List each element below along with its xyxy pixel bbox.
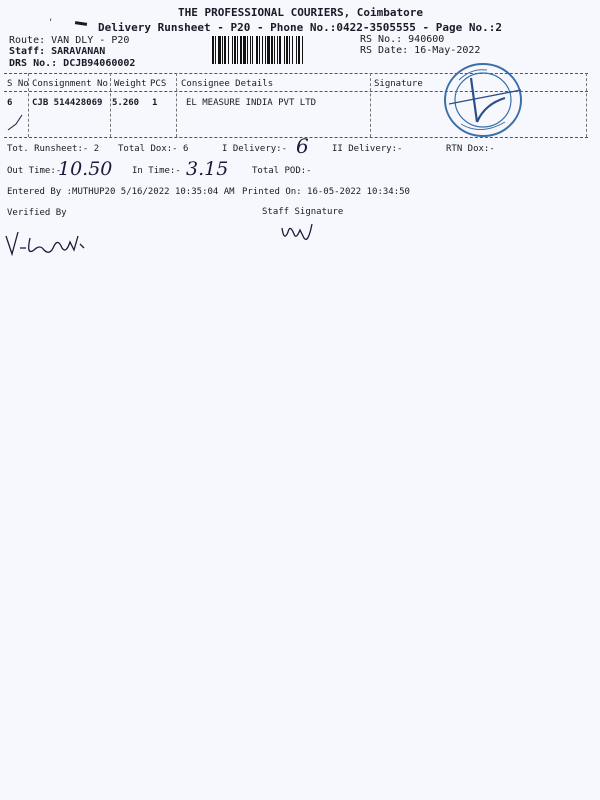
verified-by-signature xyxy=(4,222,90,262)
barcode-image xyxy=(212,36,344,64)
rs-number: RS No.: 940600 xyxy=(360,34,445,45)
out-time-handwritten: 10.50 xyxy=(58,158,113,180)
rtn-dox: RTN Dox:- xyxy=(446,144,495,154)
row-consignment: CJB 514428069 xyxy=(32,98,103,108)
verified-by-label: Verified By xyxy=(7,208,67,218)
total-dox: Total Dox:- 6 xyxy=(118,144,189,154)
col-header-signature: Signature xyxy=(374,79,423,89)
column-divider xyxy=(110,73,111,137)
handwritten-tick xyxy=(6,112,26,134)
ii-delivery: II Delivery:- xyxy=(332,144,403,154)
col-header-weight: Weight xyxy=(114,79,147,89)
total-pod: Total POD:- xyxy=(252,166,312,176)
row-sno: 6 xyxy=(7,98,13,108)
col-header-consignee: Consignee Details xyxy=(181,79,274,89)
column-divider xyxy=(176,73,177,137)
staff-signature-mark xyxy=(278,214,318,244)
i-delivery-handwritten: 6 xyxy=(296,134,309,158)
route-text: Route: VAN DLY - P20 xyxy=(9,35,130,46)
drs-number: DRS No.: DCJB94060002 xyxy=(9,58,136,69)
column-divider xyxy=(370,73,371,137)
col-header-pcs: PCS xyxy=(150,79,167,89)
i-delivery-label: I Delivery:- xyxy=(222,144,288,154)
col-header-sno: S No xyxy=(7,79,29,89)
rs-date: RS Date: 16-May-2022 xyxy=(360,45,481,56)
staff-signature-label: Staff Signature xyxy=(262,207,344,217)
row-weight: 5.260 xyxy=(112,98,140,108)
col-header-consignment: Consignment No xyxy=(32,79,108,89)
row-consignee: EL MEASURE INDIA PVT LTD xyxy=(186,98,317,108)
staff-text: Staff: SARAVANAN xyxy=(9,46,106,57)
tot-runsheet: Tot. Runsheet:- 2 xyxy=(7,144,100,154)
printed-on: Printed On: 16-05-2022 10:34:50 xyxy=(242,187,410,197)
company-title: THE PROFESSIONAL COURIERS, Coimbatore xyxy=(178,6,424,19)
in-time-handwritten: 3.15 xyxy=(186,158,229,180)
entered-by: Entered By :MUTHUP20 5/16/2022 10:35:04 AM xyxy=(7,187,235,197)
company-stamp xyxy=(441,60,527,140)
runsheet-title: Delivery Runsheet - P20 - Phone No.:0422-3505555 - Page No.:2 xyxy=(98,21,502,34)
in-time-label: In Time:- xyxy=(132,166,181,176)
tick-mark: ' xyxy=(48,18,54,28)
out-time-label: Out Time:- xyxy=(7,166,62,176)
row-pcs: 1 xyxy=(152,98,158,108)
pen-mark xyxy=(75,21,87,26)
column-divider xyxy=(586,73,587,137)
